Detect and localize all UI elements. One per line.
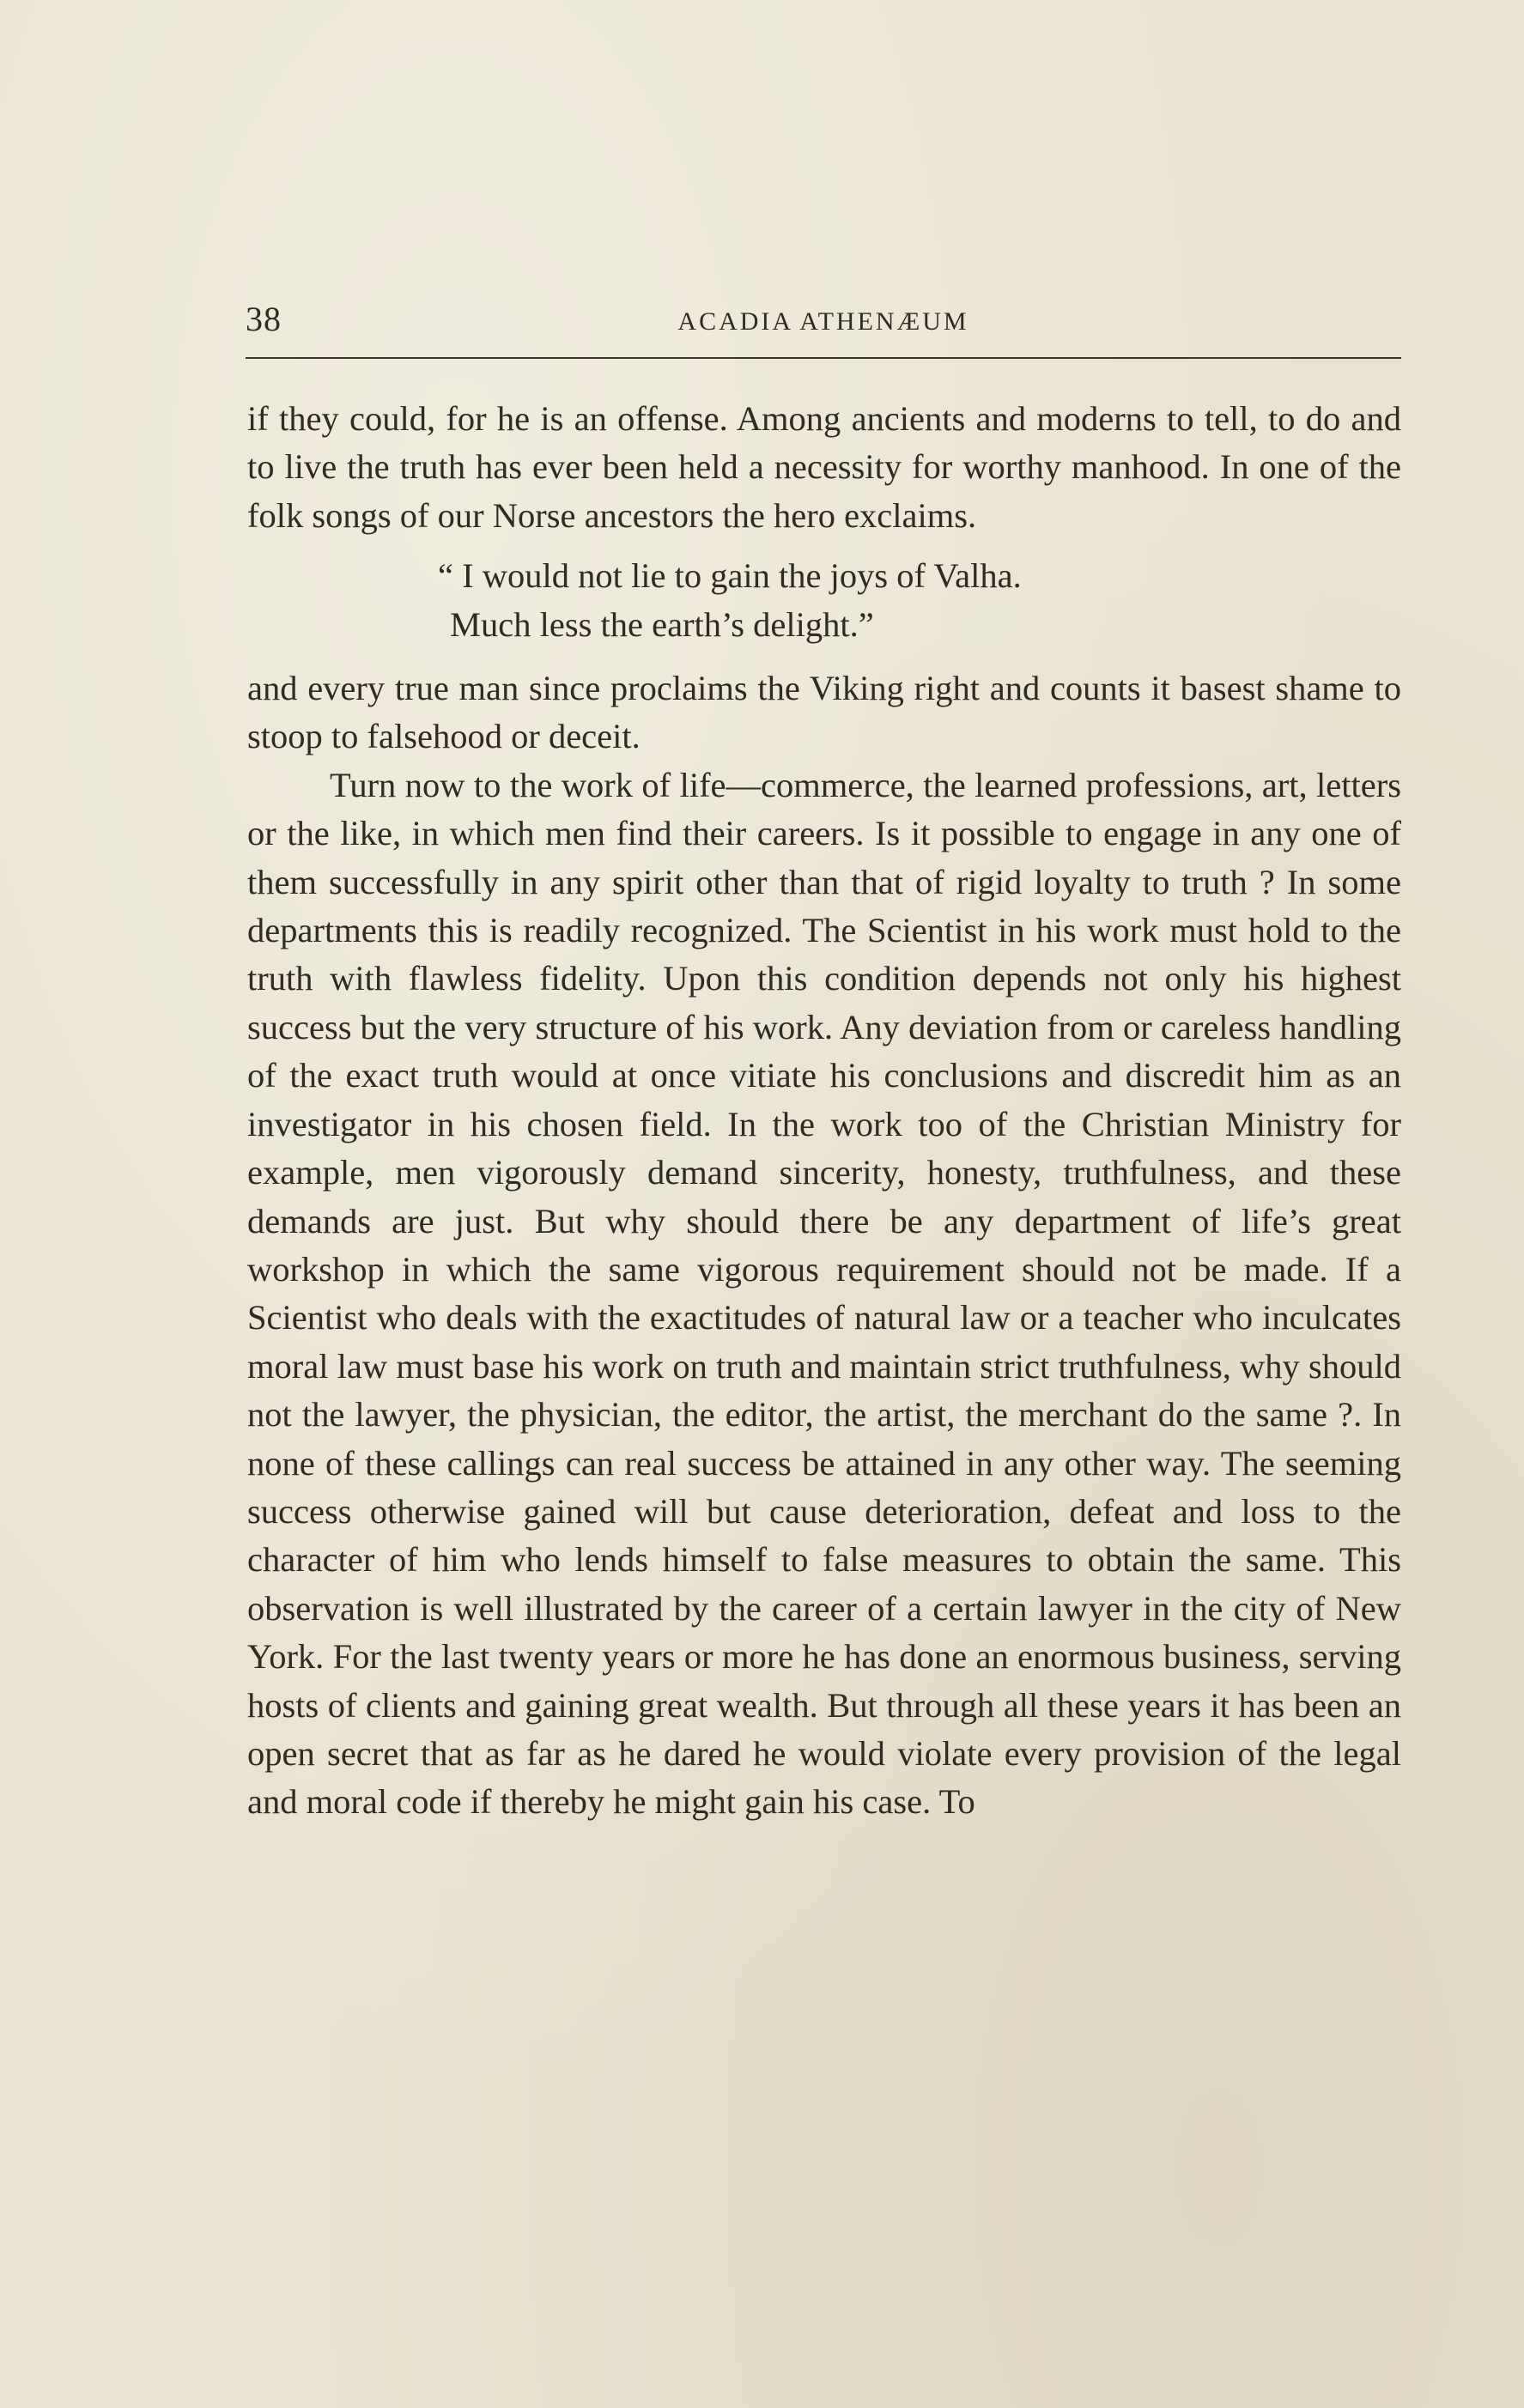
paragraph-3: Turn now to the work of life—commerce, the learned professions, art, letters or the like, in which men find their careers. Is it possible to engage in any one of them successfully in any spirit other than that of rigid loyalty to truth ? In some departments this is readily recognized. The Scientist in his work must hold to the truth with flawless fidelity. Upon this condition depends not only his highest success but the very structure of his work. Any deviation from or careless handling of the exact truth would at once vitiate his conclusions and discredit him as an investigator in his chosen field. In the work too of the Christian Ministry for example, men vigorously demand sincerity, honesty, truthfulness, and these demands are just. But why should there be any department of life’s great workshop in which the same vigorous requirement should not be made. If a Scientist who deals with the exactitudes of natural law or a teacher who inculcates moral law must base his work on truth and maintain strict truthfulness, why should not the lawyer, the physician, the editor, the artist, the merchant do the same ?. In none of these callings can real success be attained in any other way. The seeming success otherwise gained will but cause deterioration, defeat and loss to the character of him who lends himself to false measures to obtain the same. This observation is well illustrated by the career of a certain lawyer in the city of New York. For the last twenty years or more he has done an enormous business, serving hosts of clients and gaining great wealth. But through all these years it has been an open secret that as far as he dared he would violate every provision of the legal and moral code if thereby he might gain his case. To [247, 765, 1401, 1822]
running-title: ACADIA ATHENÆUM [677, 307, 969, 336]
poem-quote [247, 552, 1401, 649]
poem-line-1: “ I would not lie to gain the joys of Valha. [438, 556, 1022, 596]
body-text [247, 395, 1401, 1827]
paragraph-2: and every true man since proclaims the Viking right and counts it basest shame to stoop to falsehood or deceit. [247, 669, 1401, 756]
poem-line-2: Much less the earth’s delight.” [450, 604, 874, 644]
page-number: 38 [246, 300, 282, 338]
paragraph-1: if they could, for he is an offense. Among ancients and moderns to tell, to do and to live the truth has ever been held a necessity for worthy manhood. In one of the folk songs of our Norse ancestors the hero exclaims. [247, 399, 1401, 535]
page-header [246, 292, 1401, 352]
header-rule [246, 357, 1401, 359]
